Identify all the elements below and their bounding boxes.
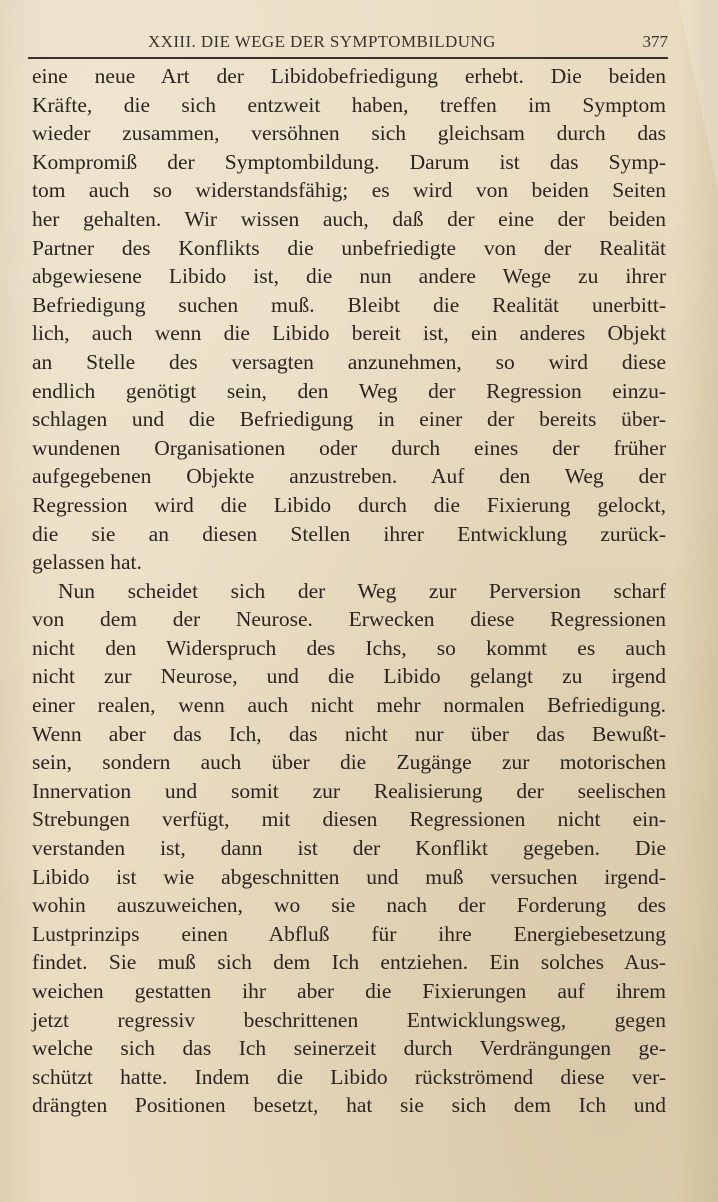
text-line: Kompromiß der Symptombildung. Darum ist das Symp- <box>32 149 666 174</box>
text-line: lich, auch wenn die Libido bereit ist, ein anderes Objekt <box>32 321 666 346</box>
text-line: tom auch so widerstandsfähig; es wird von beiden Seiten <box>32 178 666 203</box>
text-line: Strebungen verfügt, mit diesen Regressionen nicht ein- <box>32 807 666 832</box>
text-line: Lustprinzips einen Abfluß für ihre Energiebesetzung <box>32 921 666 946</box>
text-line: wohin auszuweichen, wo sie nach der Forderung des <box>32 893 666 918</box>
page-corner-shading <box>678 0 718 190</box>
text-line: weichen gestatten ihr aber die Fixierungen auf ihrem <box>32 979 666 1003</box>
text-line: abgewiesene Libido ist, die nun andere Wege zu ihrer <box>32 264 666 289</box>
text-line: gelassen hat. <box>32 550 142 575</box>
text-line: einer realen, wenn auch nicht mehr normalen Befriedigung. <box>32 693 666 718</box>
page-number: 377 <box>642 32 668 51</box>
text-line: wundenen Organisationen oder durch eines der früher <box>32 435 666 460</box>
text-line: schlagen und die Befriedigung in einer der bereits über- <box>32 407 666 432</box>
page-header <box>28 30 668 60</box>
text-line: welche sich das Ich seinerzeit durch Verdrängungen ge- <box>32 1036 666 1061</box>
text-line: verstanden ist, dann ist der Konflikt gegeben. Die <box>32 836 666 861</box>
text-line: her gehalten. Wir wissen auch, daß der eine der beiden <box>32 206 666 231</box>
text-line: Innervation und somit zur Realisierung der seelischen <box>32 778 666 803</box>
text-line: Kräfte, die sich entzweit haben, treffen im Symptom <box>32 92 666 117</box>
text-line: findet. Sie muß sich dem Ich entziehen. Ein solches Aus- <box>32 950 666 975</box>
text-line: sein, sondern auch über die Zugänge zur motorischen <box>32 750 666 775</box>
text-line: Wenn aber das Ich, das nicht nur über das Bewußt- <box>32 721 666 746</box>
text-line: Partner des Konflikts die unbefriedigte von der Realität <box>32 235 666 260</box>
text-line: nicht zur Neurose, und die Libido gelangt zu irgend <box>32 664 666 689</box>
text-line: von dem der Neurose. Erwecken diese Regressionen <box>32 607 666 632</box>
text-line: Regression wird die Libido durch die Fixierung gelockt, <box>32 492 666 517</box>
text-line: Nun scheidet sich der Weg zur Perversion scharf <box>58 578 666 603</box>
text-line: endlich genötigt sein, den Weg der Regression einzu- <box>32 378 666 403</box>
text-line: an Stelle des versagten anzunehmen, so wird diese <box>32 349 666 374</box>
text-line: wieder zusammen, versöhnen sich gleichsam durch das <box>32 121 666 146</box>
text-line: Libido ist wie abgeschnitten und muß versuchen irgend- <box>32 864 666 889</box>
text-line: schützt hatte. Indem die Libido rückströmend diese ver- <box>32 1064 666 1089</box>
running-head: XXIII. DIE WEGE DER SYMPTOMBILDUNG <box>148 32 496 51</box>
header-rule <box>28 57 668 59</box>
body-text <box>32 62 666 1120</box>
text-line: die sie an diesen Stellen ihrer Entwicklung zurück- <box>32 521 666 546</box>
text-line: aufgegebenen Objekte anzustreben. Auf den Weg der <box>32 464 666 489</box>
text-line: drängten Positionen besetzt, hat sie sich dem Ich und <box>32 1093 666 1118</box>
text-line: jetzt regressiv beschrittenen Entwicklungsweg, gegen <box>32 1007 666 1032</box>
text-line: nicht den Widerspruch des Ichs, so kommt es auch <box>32 635 666 660</box>
text-line: Befriedigung suchen muß. Bleibt die Realität unerbitt- <box>32 292 666 317</box>
text-line: eine neue Art der Libidobefriedigung erhebt. Die beiden <box>32 64 666 88</box>
